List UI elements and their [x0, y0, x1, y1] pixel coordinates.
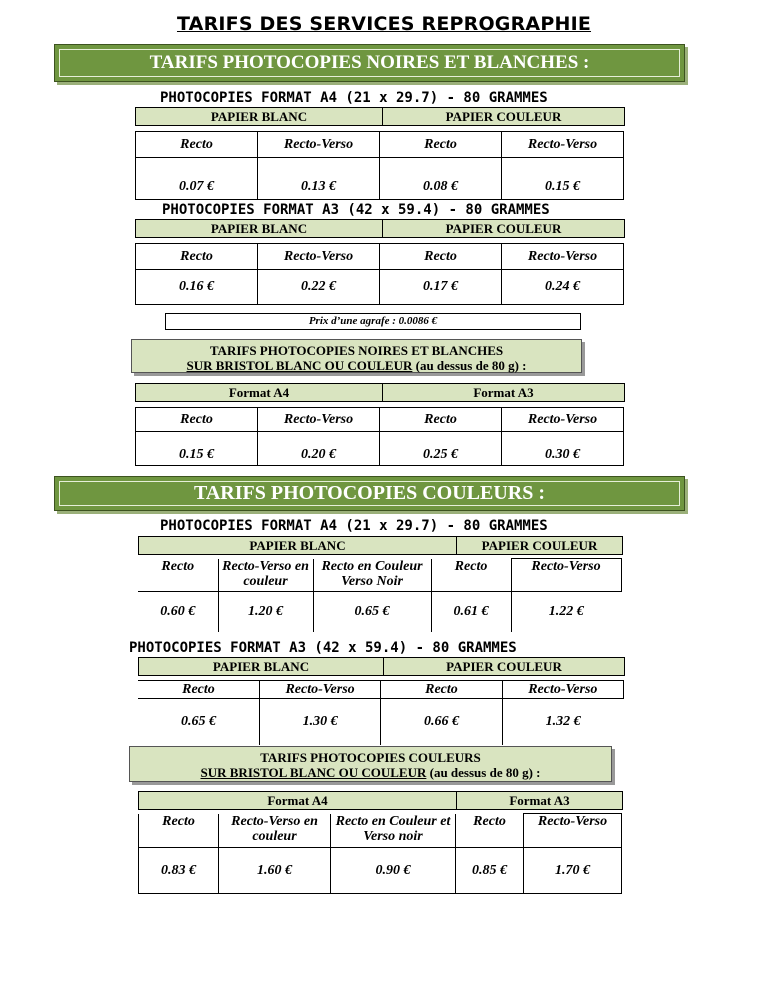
price-cell: 0.65 €	[313, 592, 431, 632]
color-a3-format-label: PHOTOCOPIES FORMAT A3 (42 x 59.4) - 80 GRAMMES	[129, 640, 517, 656]
table-row	[139, 814, 622, 848]
price-cell: 0.22 €	[258, 270, 380, 305]
color-a4-table	[138, 558, 622, 632]
bw-a3-header-blanc: PAPIER BLANC	[136, 220, 383, 237]
price-cell: 0.65 €	[138, 699, 259, 745]
price-cell: 1.70 €	[524, 848, 622, 894]
color-bristol-line2-rest: (au dessus de 80 g) :	[426, 765, 541, 780]
col-header: Recto-Verso	[258, 408, 380, 432]
table-row	[138, 559, 621, 592]
bw-bristol-box	[131, 339, 582, 373]
col-header: Recto	[380, 132, 502, 158]
color-bristol-header-a4: Format A4	[139, 792, 457, 809]
color-bristol-line1: TARIFS PHOTOCOPIES COULEURS	[260, 750, 481, 765]
col-header: Recto-Verso	[258, 244, 380, 270]
color-bristol-header	[138, 791, 623, 810]
price-cell: 0.24 €	[502, 270, 624, 305]
col-header: Recto-Verso	[502, 408, 624, 432]
price-cell: 0.83 €	[139, 848, 219, 894]
color-a3-table	[138, 680, 624, 745]
bw-a3-header	[135, 219, 625, 238]
table-row	[139, 848, 622, 894]
bw-bristol-line2-rest: (au dessus de 80 g) :	[412, 358, 527, 373]
col-header: Recto	[139, 814, 219, 848]
price-cell: 0.08 €	[380, 158, 502, 200]
col-header: Recto-Verso en couleur	[219, 814, 331, 848]
bw-banner	[54, 44, 685, 82]
col-header: Recto-Verso	[524, 814, 622, 848]
page-title: TARIFS DES SERVICES REPROGRAPHIE	[176, 13, 592, 35]
table-row	[136, 432, 624, 466]
col-header: Recto	[381, 681, 502, 699]
color-a4-header-couleur: PAPIER COULEUR	[481, 537, 598, 553]
bw-bristol-header-a4: Format A4	[136, 384, 383, 401]
col-header: Recto-Verso	[511, 559, 621, 592]
col-header: Recto	[136, 132, 258, 158]
price-cell: 0.13 €	[258, 158, 380, 200]
color-bristol-line2-underlined: SUR BRISTOL BLANC OU COULEUR	[200, 765, 427, 780]
color-a4-format-label: PHOTOCOPIES FORMAT A4 (21 x 29.7) - 80 GRAMMES	[160, 518, 548, 534]
price-cell: 1.22 €	[511, 592, 621, 632]
bw-a3-format-label: PHOTOCOPIES FORMAT A3 (42 x 59.4) - 80 GRAMMES	[162, 202, 550, 218]
col-header: Recto-Verso	[502, 132, 624, 158]
price-cell: 0.15 €	[502, 158, 624, 200]
color-a4-header	[138, 536, 623, 555]
price-cell: 0.85 €	[456, 848, 524, 894]
col-header: Recto	[380, 244, 502, 270]
color-bristol-line2	[130, 765, 611, 780]
col-header: Recto	[138, 681, 259, 699]
price-cell: 0.15 €	[136, 432, 258, 466]
price-cell: 0.17 €	[380, 270, 502, 305]
price-cell: 0.25 €	[380, 432, 502, 466]
col-header: Recto-Verso	[258, 132, 380, 158]
table-row	[136, 132, 624, 158]
price-cell: 0.16 €	[136, 270, 258, 305]
col-header: Recto	[136, 408, 258, 432]
color-a3-header-couleur: PAPIER COULEUR	[446, 658, 562, 674]
color-banner-title: TARIFS PHOTOCOPIES COULEURS :	[59, 481, 680, 506]
col-header: Recto-Verso	[502, 244, 624, 270]
col-header: Recto	[431, 559, 511, 592]
bw-a3-table	[135, 243, 624, 305]
table-row	[136, 408, 624, 432]
color-bristol-header-a3: Format A3	[509, 792, 570, 808]
bw-a4-header-blanc: PAPIER BLANC	[136, 108, 383, 125]
staple-price: Prix d’une agrafe : 0.0086 €	[165, 313, 581, 330]
price-cell: 0.07 €	[136, 158, 258, 200]
color-a3-header-blanc: PAPIER BLANC	[139, 658, 384, 675]
price-cell: 0.30 €	[502, 432, 624, 466]
col-header: Recto en Couleur et Verso noir	[331, 814, 456, 848]
bw-a4-header-couleur: PAPIER COULEUR	[445, 108, 562, 124]
bw-a4-table	[135, 131, 624, 200]
bw-bristol-header	[135, 383, 625, 402]
col-header: Recto en Couleur Verso Noir	[313, 559, 431, 592]
table-row	[138, 681, 624, 699]
bw-bristol-line2-underlined: SUR BRISTOL BLANC OU COULEUR	[186, 358, 413, 373]
bw-banner-title: TARIFS PHOTOCOPIES NOIRES ET BLANCHES :	[59, 49, 680, 77]
col-header: Recto-Verso	[502, 681, 623, 699]
color-a4-header-blanc: PAPIER BLANC	[139, 537, 457, 554]
price-cell: 0.90 €	[331, 848, 456, 894]
col-header: Recto-Verso	[259, 681, 380, 699]
bw-bristol-table	[135, 407, 624, 466]
table-row	[136, 158, 624, 200]
price-cell: 0.60 €	[138, 592, 218, 632]
bw-a3-header-couleur: PAPIER COULEUR	[445, 220, 562, 236]
price-cell: 1.60 €	[219, 848, 331, 894]
color-banner	[54, 476, 685, 511]
col-header: Recto	[138, 559, 218, 592]
col-header: Recto	[136, 244, 258, 270]
table-row	[136, 270, 624, 305]
col-header: Recto-Verso en couleur	[218, 559, 313, 592]
bw-bristol-line1: TARIFS PHOTOCOPIES NOIRES ET BLANCHES	[209, 343, 504, 358]
price-cell: 0.66 €	[381, 699, 502, 745]
color-a3-header	[138, 657, 625, 676]
col-header: Recto	[380, 408, 502, 432]
bw-bristol-header-a3: Format A3	[473, 384, 534, 400]
price-cell: 1.32 €	[502, 699, 623, 745]
col-header: Recto	[456, 814, 524, 848]
price-cell: 1.20 €	[218, 592, 313, 632]
price-cell: 0.61 €	[431, 592, 511, 632]
table-row	[138, 699, 624, 745]
table-row	[138, 592, 621, 632]
bw-a4-header	[135, 107, 625, 126]
color-bristol-table	[138, 813, 622, 894]
table-row	[136, 244, 624, 270]
color-bristol-box	[129, 746, 612, 782]
price-cell: 1.30 €	[259, 699, 380, 745]
bw-a4-format-label: PHOTOCOPIES FORMAT A4 (21 x 29.7) - 80 GRAMMES	[160, 90, 548, 106]
price-cell: 0.20 €	[258, 432, 380, 466]
bw-bristol-line2	[132, 358, 581, 373]
